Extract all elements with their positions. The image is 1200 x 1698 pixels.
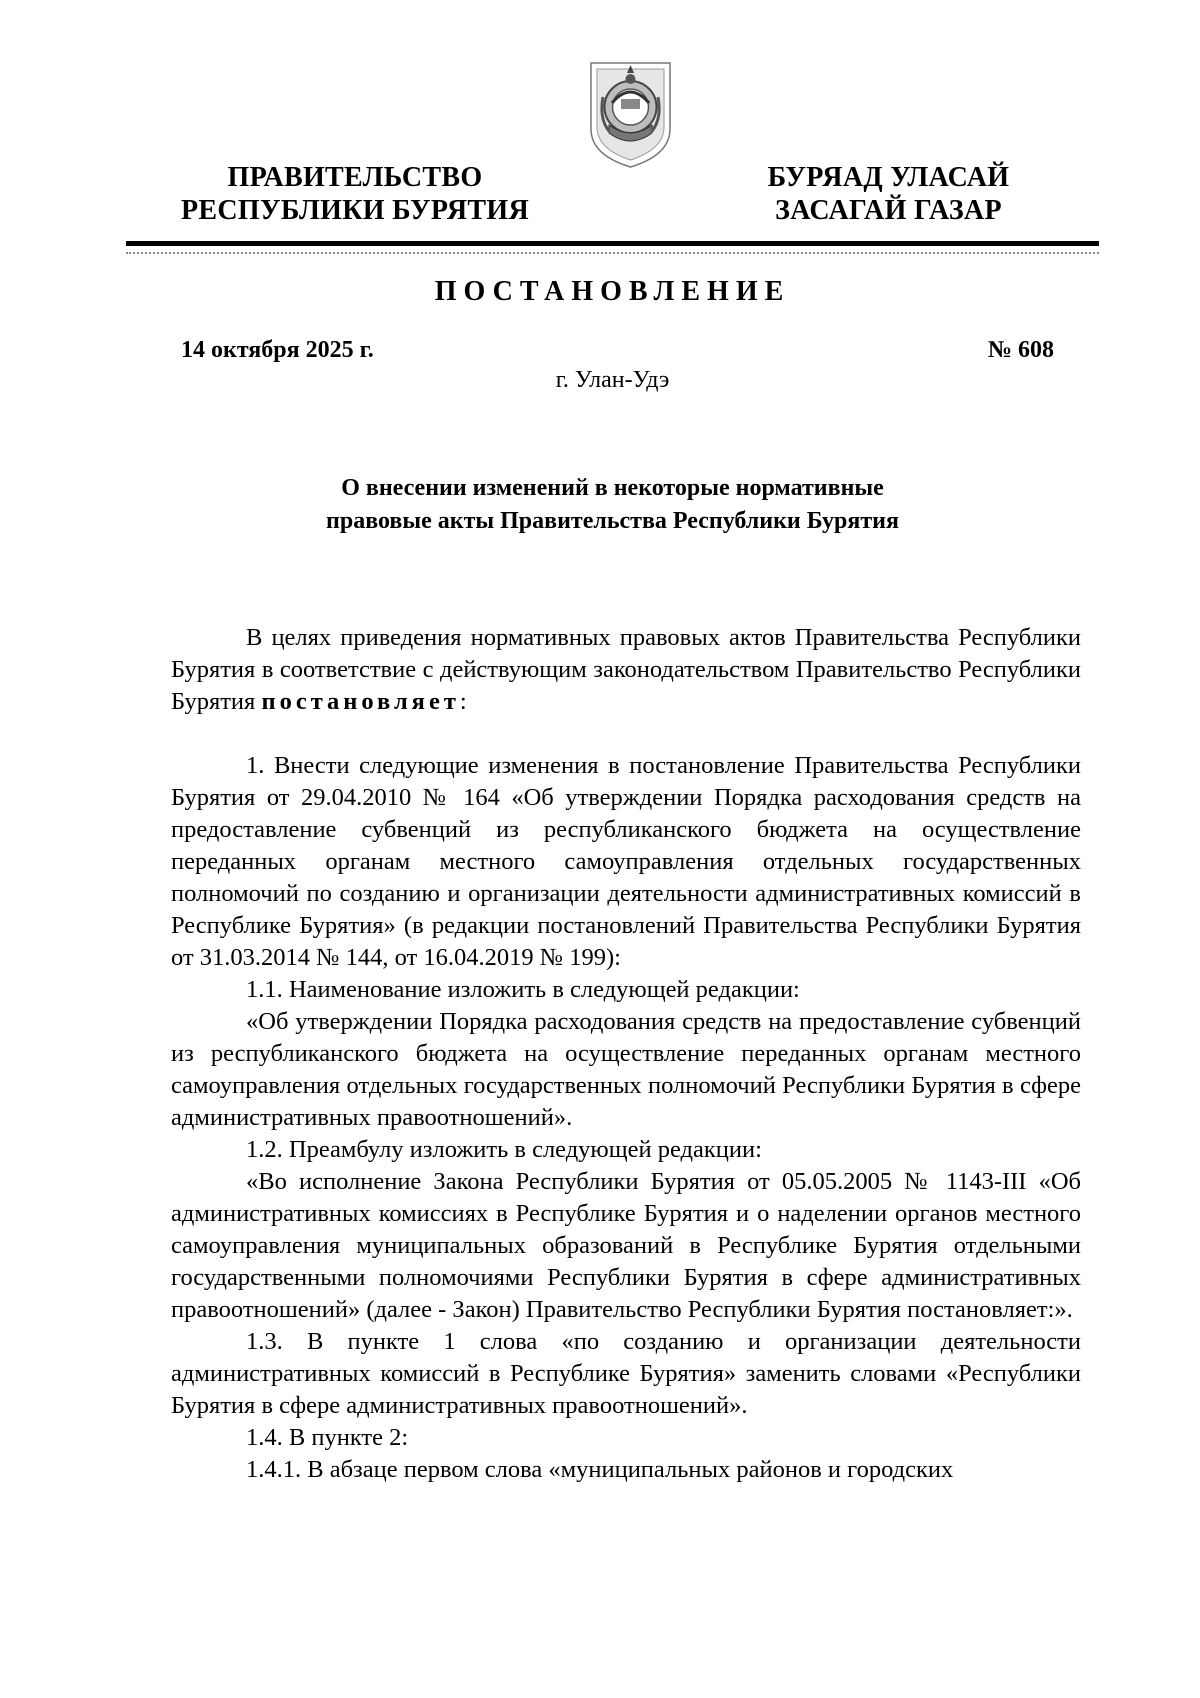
org-bua-line2: ЗАСАГАЙ ГАЗАР xyxy=(775,195,1002,226)
paragraph-1-1: 1.1. Наименование изложить в следующей редакции: xyxy=(246,976,800,1003)
header-divider-thick xyxy=(126,241,1099,246)
preamble-text: В целях приведения нормативных правовых актов Правительства Республики Бурятия в соответствие с действующим законодательством Правительство Республики Бурятия xyxy=(171,624,1081,715)
paragraph-1-2-quote: «Во исполнение Закона Республики Бурятия от 05.05.2005 № 1143-III «Об административных комиссиях в Республике Бурятия и о наделении органов местного самоуправления муниципальных образований в Республике Бурятия отдельными государственными полномочиями Республики Бурятия в сфере административных правоотношений» (далее - Закон) Правительство Республики Бурятия постановляет:». xyxy=(171,1168,1081,1323)
org-bua-line1: БУРЯАД УЛАСАЙ xyxy=(767,162,1010,193)
document-title xyxy=(200,472,1025,538)
paragraph-1-1-quote: «Об утверждении Порядка расходования средств на предоставление субвенций из республиканского бюджета на осуществление переданных органам местного самоуправления отдельных государственных полномочий Республики Бурятия в сфере административных правоотношений». xyxy=(171,1008,1081,1131)
org-ru-line2: РЕСПУБЛИКИ БУРЯТИЯ xyxy=(181,195,529,226)
coat-of-arms-buryatia-icon xyxy=(587,57,674,169)
document-type: ПОСТАНОВЛЕНИЕ xyxy=(434,276,791,307)
organization-name-bua xyxy=(756,161,1021,227)
organization-name-ru xyxy=(170,161,540,227)
paragraph-1: 1. Внести следующие изменения в постановление Правительства Республики Бурятия от 29.04.2010 № 164 «Об утверждении Порядка расходования средств на предоставление субвенций из республиканского бюджета на осуществление переданных органам местного самоуправления отдельных государственных полномочий по созданию и организации деятельности административных комиссий в Республике Бурятия» (в редакции постановлений Правительства Республики Бурятия от 31.03.2014 № 144, от 16.04.2019 № 199): xyxy=(171,752,1081,971)
document-number: № 608 xyxy=(987,337,1054,363)
document-title-line1: О внесении изменений в некоторые нормативные xyxy=(341,475,884,501)
paragraph-1-4-1: 1.4.1. В абзаце первом слова «муниципальных районов и городских xyxy=(246,1456,954,1483)
header-divider-thin xyxy=(126,252,1099,254)
preamble-keyword: постановляет xyxy=(261,688,460,715)
document-body xyxy=(171,622,1081,1486)
paragraph-1-3: 1.3. В пункте 1 слова «по созданию и организации деятельности административных комиссий в Республике Бурятия» заменить словами «Республики Бурятия в сфере административных правоотношений». xyxy=(171,1328,1081,1419)
document-title-line2: правовые акты Правительства Республики Бурятия xyxy=(326,508,899,534)
preamble-end: : xyxy=(459,688,467,715)
document-date: 14 октября 2025 г. xyxy=(181,337,374,363)
paragraph-1-4: 1.4. В пункте 2: xyxy=(246,1424,409,1451)
preamble-paragraph xyxy=(171,622,1081,718)
paragraph-1-2: 1.2. Преамбулу изложить в следующей редакции: xyxy=(246,1136,762,1163)
document-city: г. Улан-Удэ xyxy=(555,367,670,393)
org-ru-line1: ПРАВИТЕЛЬСТВО xyxy=(227,162,483,193)
